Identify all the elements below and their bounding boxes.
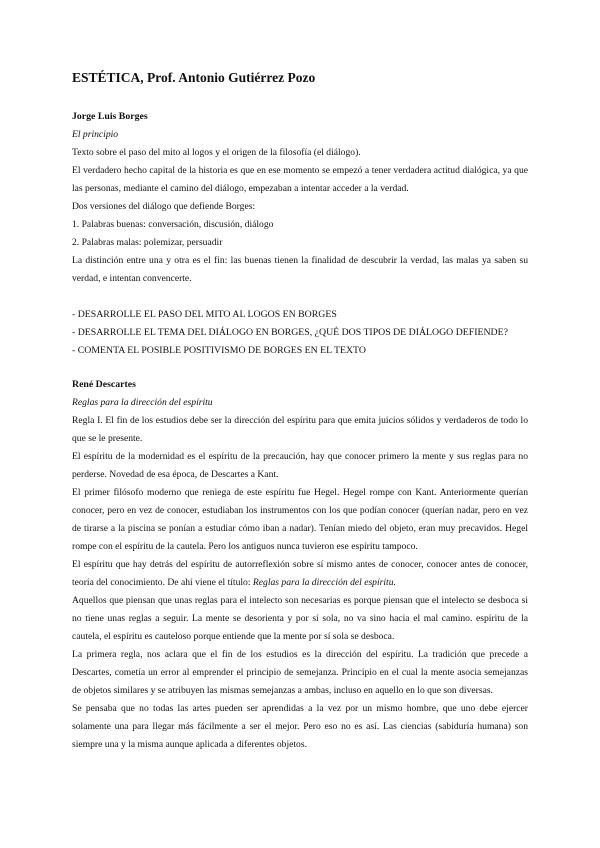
paragraph: La primera regla, nos aclara que el fin de los estudios es la dirección del espíritu. La tradición que precede a Descartes, cometía un error al emprender el principio de semejanza. Principio en el cual la mente asocia semejanzas de objetos similares y se atribuyen las mismas semejanzas a ambas, incluso en aquello en lo que son diversas. [72,649,528,696]
paragraph: La distinción entre una y otra es el fin: las buenas tienen la finalidad de descubrir la verdad, las malas ya saben su verdad, e intentan convencerte. [72,255,528,284]
paragraph [72,556,528,592]
paragraph: Se pensaba que no todas las artes pueden ser aprendidas a la vez por un mismo hombre, que uno debe ejercer solamente una para llegar más fácilmente a ser el mejor. Pero eso no es así. Las ciencias (sabiduría humana) son siempre una y la misma aunque aplicada a diferentes objetos. [72,703,528,750]
list-item: 2. Palabras malas: polemizar, persuadir [72,237,223,248]
paragraph: Dos versiones del diálogo que defiende Borges: [72,201,256,212]
task-item: - DESARROLLE EL PASO DEL MITO AL LOGOS EN BORGES [72,309,337,320]
task-item: - COMENTA EL POSIBLE POSITIVISMO DE BORGES EN EL TEXTO [72,345,366,356]
task-item: - DESARROLLE EL TEMA DEL DIÁLOGO EN BORGES, ¿QUÉ DOS TIPOS DE DIÁLOGO DEFIENDE? [72,327,508,338]
document-page [72,68,528,754]
section-descartes [72,376,528,754]
paragraph: Aquellos que piensan que unas reglas para el intelecto son necesarias es porque piensan que el intelecto se desboca si no tiene unas reglas a seguir. La mente se desorienta y por sí sola, no va sino hacia el mal camino. espíritu de la cautela, el espíritu es cauteloso porque entiende que la mente por sí sola se desboca. [72,595,528,642]
paragraph: El primer filósofo moderno que reniega de este espíritu fue Hegel. Hegel rompe con Kant. Anteriormente querían conocer, pero en vez de conocer, estudiaban los instrumentos con los que podían conocer (querían nadar, pero en vez de tirarse a la piscina se ponían a estudiar cómo iban a nadar). Tenían miedo del objeto, eran muy precavidos. Hegel rompe con el espíritu de la cautela. Pero los antiguos nunca tuvieron ese espíritu tampoco. [72,487,528,552]
section-heading-borges: Jorge Luis Borges [72,111,148,122]
paragraph: El verdadero hecho capital de la historia es que en ese momento se empezó a tener verdadera actitud dialógica, ya que las personas, mediante el camino del diálogo, empezaban a intentar acceder a la verdad. [72,165,528,194]
paragraph: El espíritu de la modernidad es el espíritu de la precaución, hay que conocer primero la mente y sus reglas para no perderse. Novedad de esa época, de Descartes a Kant. [72,451,528,480]
paragraph: Regla I. El fin de los estudios debe ser la dirección del espíritu para que emita juicios sólidos y verdaderos de todo lo que se le presente. [72,415,528,444]
task-list [72,306,528,360]
section-subheading-descartes: Reglas para la dirección del espíritu [72,397,213,408]
document-title: ESTÉTICA, Prof. Antonio Gutiérrez Pozo [72,70,316,85]
paragraph: Texto sobre el paso del mito al logos y el origen de la filosofía (el diálogo). [72,147,361,158]
list-item: 1. Palabras buenas: conversación, discusión, diálogo [72,219,274,230]
section-borges [72,108,528,360]
italic-title: Reglas para la dirección del espíritu. [252,577,396,588]
paragraph-text: El espíritu que hay detrás del espíritu de autorreflexión sobre sí mismo antes de conocer, conocer antes de conocer, teoría del conocimiento. De ahí viene el título: [72,559,528,588]
section-subheading-borges: El principio [72,129,119,140]
section-heading-descartes: René Descartes [72,379,136,390]
